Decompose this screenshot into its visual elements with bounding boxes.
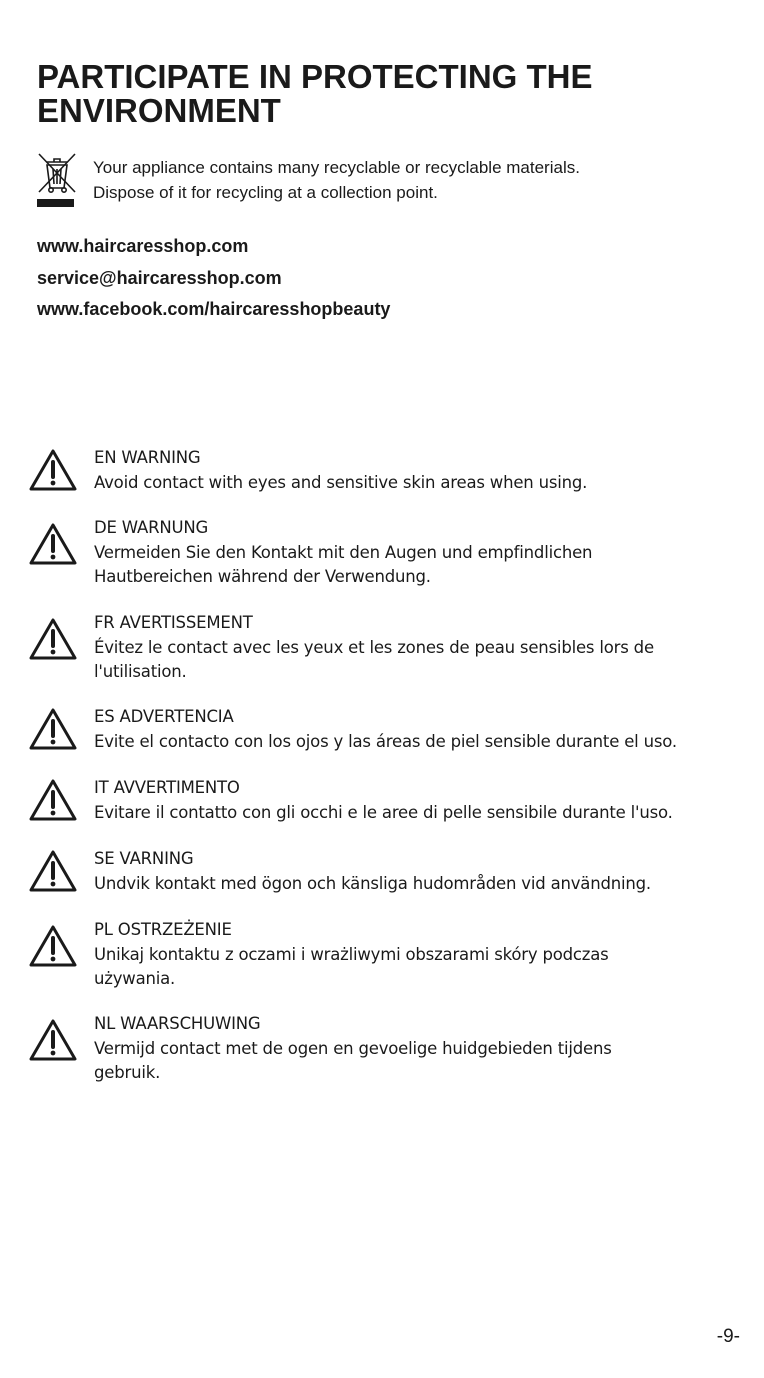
warning-heading: NL WAARSCHUWING [94,1014,261,1033]
contact-links [37,231,637,326]
crossed-out-wheelie-bin-icon [37,152,77,210]
warning-heading: SE VARNING [94,849,194,868]
warning-triangle-icon [28,522,78,566]
recycling-line-2: Dispose of it for recycling at a collection point. [93,183,438,202]
warning-triangle-icon [28,924,78,968]
warning-body: Avoid contact with eyes and sensitive skin areas when using. [94,472,588,492]
warning-body: Evitare il contatto con gli occhi e le aree di pelle sensibile durante l'uso. [94,802,673,822]
warning-triangle-icon [28,1018,78,1062]
warning-triangle-icon [28,849,78,893]
warning-heading: ES ADVERTENCIA [94,707,234,726]
warning-triangle-icon [28,778,78,822]
warning-body: Unikaj kontaktu z oczami i wrażliwymi obszarami skóry podczas używania. [94,944,609,988]
warning-triangle-icon [28,617,78,661]
facebook-link[interactable]: www.facebook.com/haircaresshopbeauty [37,299,391,319]
warning-heading: EN WARNING [94,448,201,467]
warning-body: Évitez le contact avec les yeux et les zones de peau sensibles lors de l'utilisation. [94,637,654,681]
warning-body: Undvik kontakt med ögon och känsliga hudområden vid användning. [94,873,651,893]
warning-heading: IT AVVERTIMENTO [94,778,240,797]
warning-body: Evite el contacto con los ojos y las áreas de piel sensible durante el uso. [94,731,677,751]
warning-heading: FR AVERTISSEMENT [94,613,253,632]
recycling-line-1: Your appliance contains many recyclable or recyclable materials. [93,158,580,177]
warning-triangle-icon [28,448,78,492]
warning-body: Vermijd contact met de ogen en gevoelige huidgebieden tijdens gebruik. [94,1038,612,1082]
warning-body: Vermeiden Sie den Kontakt mit den Augen und empfindlichen Hautbereichen während der Verwendung. [94,542,593,586]
warning-triangle-icon [28,707,78,751]
warning-heading: DE WARNUNG [94,518,209,537]
recycling-text [93,155,733,205]
warning-heading: PL OSTRZEŻENIE [94,920,232,939]
page-number: -9- [716,1326,740,1347]
website-link[interactable]: www.haircaresshop.com [37,236,249,256]
email-link[interactable]: service@haircaresshop.com [37,267,282,288]
page-title: PARTICIPATE IN PROTECTING THE ENVIRONMENT [37,58,593,129]
